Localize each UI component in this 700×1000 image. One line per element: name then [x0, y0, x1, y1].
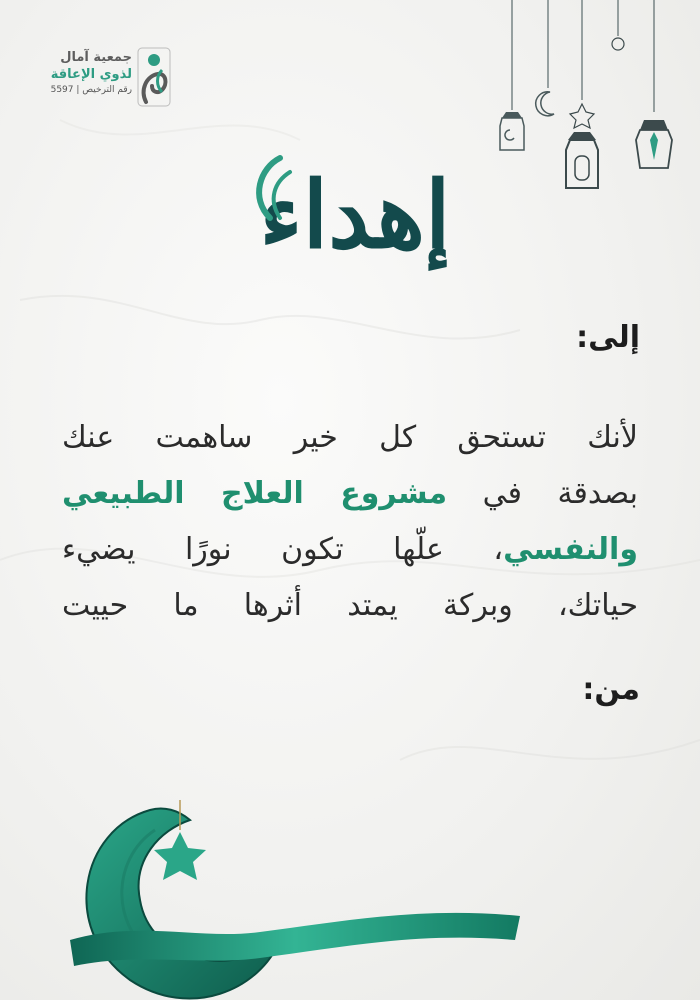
- logo-license: رقم الترخيص | 5597: [50, 85, 132, 95]
- project-name-highlight: والنفسي: [503, 532, 638, 567]
- from-label: من:: [582, 672, 640, 707]
- project-name-highlight: مشروع العلاج الطبيعي: [62, 476, 448, 511]
- message-line-3: [62, 522, 638, 578]
- dedication-message: [62, 410, 638, 634]
- lantern-icon: [636, 120, 672, 168]
- crescent-moon-icon: [536, 92, 554, 116]
- hanging-lanterns: [490, 0, 700, 200]
- star-icon: [612, 38, 624, 50]
- message-line-2: [62, 466, 638, 522]
- crescent-moon-icon: [86, 808, 280, 998]
- title-flourish-icon: [240, 148, 300, 228]
- title-calligraphy: [220, 140, 490, 290]
- lantern-icon: [500, 112, 524, 150]
- logo-text: [51, 50, 132, 97]
- message-text: بصدقة في: [482, 476, 638, 511]
- message-text: ، علّها تكون نورًا يضيء: [62, 532, 504, 567]
- logo-mark-icon: [136, 46, 172, 108]
- message-line-4: حياتك، وبركة يمتد أثرها ما حييت: [62, 588, 638, 623]
- logo-subtitle: لذوي الإعاقة: [50, 67, 132, 82]
- message-line-1: لأنك تستحق كل خير ساهمت عنك: [62, 420, 638, 455]
- to-label: إلى:: [576, 320, 640, 355]
- lantern-icon: [566, 104, 598, 188]
- page-title: إهداء: [259, 161, 451, 269]
- logo-name: جمعية آمال: [60, 50, 132, 65]
- crescent-ribbon-decoration: [60, 790, 530, 1000]
- organization-logo: [32, 46, 172, 108]
- star-icon: [154, 832, 206, 880]
